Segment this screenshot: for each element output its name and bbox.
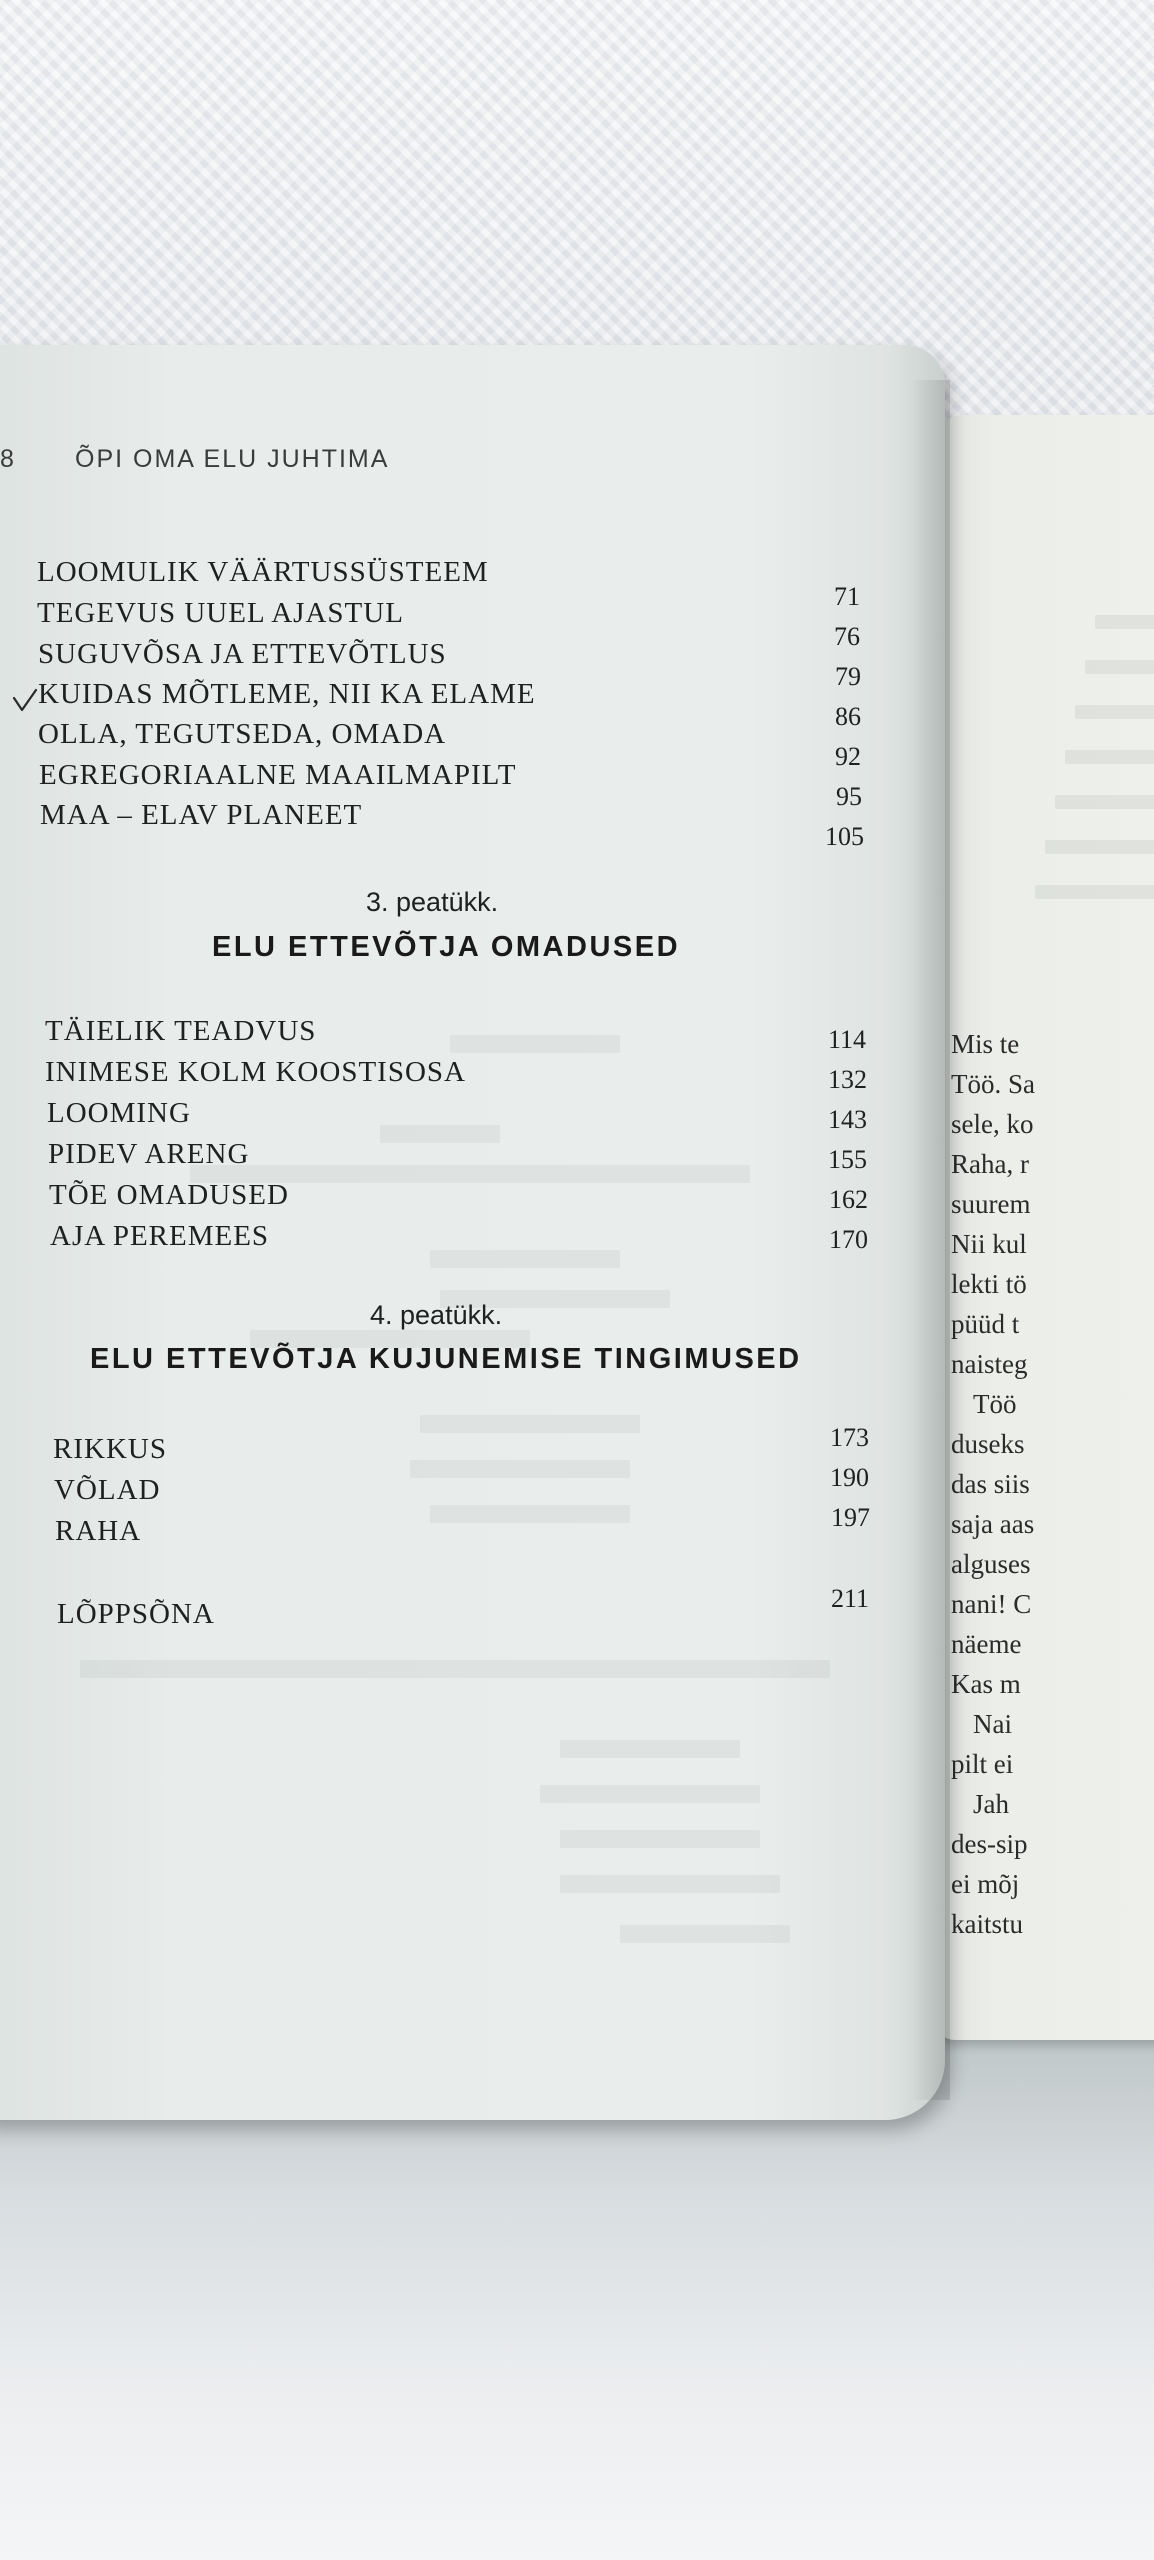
toc-entry-title: TÕE OMADUSED (49, 1179, 289, 1211)
right-page-line: suurem (951, 1189, 1031, 1219)
right-page-line: pilt ei (951, 1749, 1014, 1779)
toc-entry-title: MAA – ELAV PLANEET (40, 799, 363, 831)
right-page-line: ei mõj (951, 1869, 1020, 1899)
check-mark-icon (12, 688, 38, 714)
right-page-line: alguses (951, 1549, 1031, 1579)
right-page-line: das siis (951, 1469, 1030, 1499)
right-page-line: saja aas (951, 1509, 1035, 1539)
toc-entry-page: 173 (830, 1423, 869, 1452)
toc-entry-page: 143 (828, 1105, 867, 1134)
right-page-line: nani! C (951, 1589, 1032, 1619)
toc-entry-title: RAHA (55, 1515, 142, 1547)
right-page-line: duseks (951, 1429, 1025, 1459)
toc-entry-page: 86 (835, 702, 861, 731)
toc-entry-page: 105 (825, 822, 864, 851)
running-title: ÕPI OMA ELU JUHTIMA (75, 445, 390, 473)
toc-entry-page: 95 (836, 782, 862, 811)
right-page-line: Raha, r (951, 1149, 1029, 1179)
toc-entry-page: 197 (831, 1503, 870, 1532)
toc-entry-page: 190 (830, 1463, 869, 1492)
toc-entry-page: 71 (834, 582, 860, 611)
toc-entry-page: 114 (828, 1025, 867, 1054)
right-page-line: Nii kul (951, 1229, 1027, 1259)
right-page-line: Töö (973, 1389, 1017, 1419)
page-number: 8 (0, 445, 16, 473)
toc-entry-title: LOOMULIK VÄÄRTUSSÜSTEEM (37, 556, 489, 588)
toc-entry-title: INIMESE KOLM KOOSTISOSA (45, 1056, 466, 1088)
toc-entry-title: KUIDAS MÕTLEME, NII KA ELAME (38, 678, 536, 710)
toc-entry-page: 162 (829, 1185, 868, 1214)
right-page-line: püüd t (951, 1309, 1020, 1339)
right-page-line: Kas m (951, 1669, 1021, 1699)
toc-entry-title: LOOMING (47, 1097, 191, 1129)
toc-entry-title: AJA PEREMEES (50, 1220, 270, 1252)
right-page-line: lekti tö (951, 1269, 1027, 1299)
right-page-line: Nai (973, 1709, 1012, 1739)
toc-entry-page: 79 (835, 662, 861, 691)
chapter-title: ELU ETTEVÕTJA KUJUNEMISE TINGIMUSED (90, 1343, 802, 1375)
right-page-line: Mis te (951, 1029, 1020, 1059)
toc-entry-title: RIKKUS (53, 1433, 167, 1465)
right-page-line: naisteg (951, 1349, 1028, 1379)
toc-entry-title: LÕPPSÕNA (57, 1598, 215, 1630)
right-page-line: Töö. Sa (951, 1069, 1035, 1099)
toc-entry-title: PIDEV ARENG (48, 1138, 250, 1170)
chapter-title: ELU ETTEVÕTJA OMADUSED (212, 931, 681, 963)
toc-entry-page: 155 (828, 1145, 867, 1174)
toc-entry-title: OLLA, TEGUTSEDA, OMADA (38, 718, 447, 750)
book-gutter-shadow (910, 380, 950, 2100)
right-page-line: näeme (951, 1629, 1022, 1659)
toc-entry-page: 92 (835, 742, 861, 771)
right-page (935, 415, 1154, 2040)
toc-entry-page: 76 (834, 622, 860, 651)
toc-entry-title: TEGEVUS UUEL AJASTUL (37, 597, 404, 629)
right-page-line: kaitstu (951, 1909, 1023, 1939)
right-page-line: des-sip (951, 1829, 1028, 1859)
toc-entry-page: 211 (831, 1584, 870, 1613)
toc-entry-title: SUGUVÕSA JA ETTEVÕTLUS (38, 638, 447, 670)
toc-entry-title: TÄIELIK TEADVUS (45, 1015, 317, 1047)
toc-entry-title: EGREGORIAALNE MAAILMAPILT (39, 759, 517, 791)
right-page-line: sele, ko (951, 1109, 1034, 1139)
toc-entry-page: 132 (828, 1065, 867, 1094)
toc-entry-title: VÕLAD (54, 1474, 161, 1506)
toc-entry-page: 170 (829, 1225, 868, 1254)
chapter-number: 4. peatükk. (370, 1300, 503, 1330)
right-page-line: Jah (973, 1789, 1009, 1819)
chapter-number: 3. peatükk. (366, 887, 499, 917)
